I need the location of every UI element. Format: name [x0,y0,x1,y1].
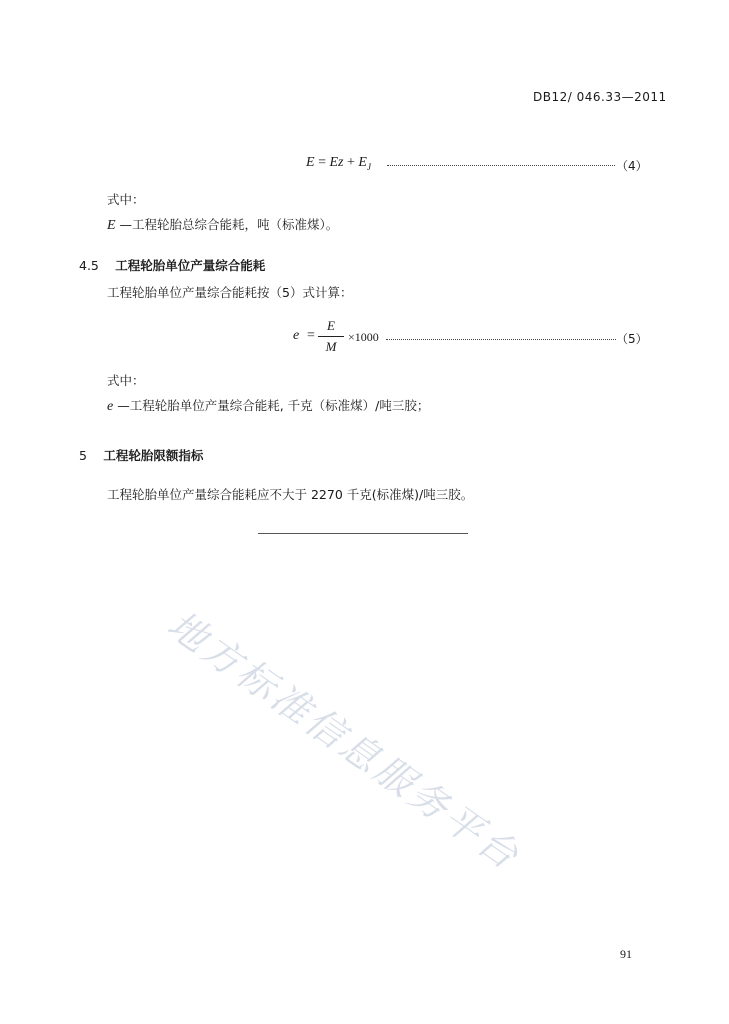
fraction-bar [318,336,344,337]
section-title-4-5: 工程轮胎单位产量综合能耗 [115,258,266,273]
formula-4-plus: + [346,155,355,170]
formula-4-leader [387,165,615,166]
formula-5-eq: = [307,328,315,343]
formula-5-leader [386,339,616,340]
formula-4-term2-sub: J [366,161,371,172]
section-heading-4-5 [79,256,265,274]
where-text-1: —工程轮胎总综合能耗，吨（标准煤）。 [119,217,339,232]
formula-4-term2: E [358,155,367,170]
section-title-5: 工程轮胎限额指标 [103,448,204,463]
paragraph-4-5: 工程轮胎单位产量综合能耗按（5）式计算： [107,285,353,300]
formula-5-fraction [318,318,344,355]
formula-4-number: （4） [616,159,648,173]
formula-5-denominator: M [325,339,337,354]
section-number-5: 5 [79,448,87,463]
formula-4-term1: Ez [329,155,344,170]
standard-code: DB12/ 046.33—2011 [533,90,667,104]
formula-4-lhs: E [306,155,315,170]
where-definition-2 [107,396,429,415]
formula-5-number: （5） [616,332,648,346]
where-label-2: 式中： [107,373,145,388]
end-rule [258,533,468,534]
page-number: 91 [620,947,632,961]
section-number-4-5: 4.5 [79,258,99,273]
where-symbol-1: E [107,218,116,233]
where-definition-1 [107,215,338,234]
where-label-1: 式中： [107,192,145,207]
paragraph-5: 工程轮胎单位产量综合能耗应不大于 2270 千克(标准煤)/吨三胶。 [107,487,474,502]
formula-4-eq: = [318,155,326,170]
section-heading-5 [79,446,203,464]
where-symbol-2: e [107,399,114,414]
formula-4 [306,155,371,172]
formula-5-multiplier: ×1000 [348,330,379,344]
where-text-2: —工程轮胎单位产量综合能耗, 千克（标准煤）/吨三胶； [117,398,430,413]
formula-5-lhs: e [293,328,300,343]
formula-5-numerator: E [327,318,335,333]
watermark: 地方标准信息服务平台 [159,602,529,880]
